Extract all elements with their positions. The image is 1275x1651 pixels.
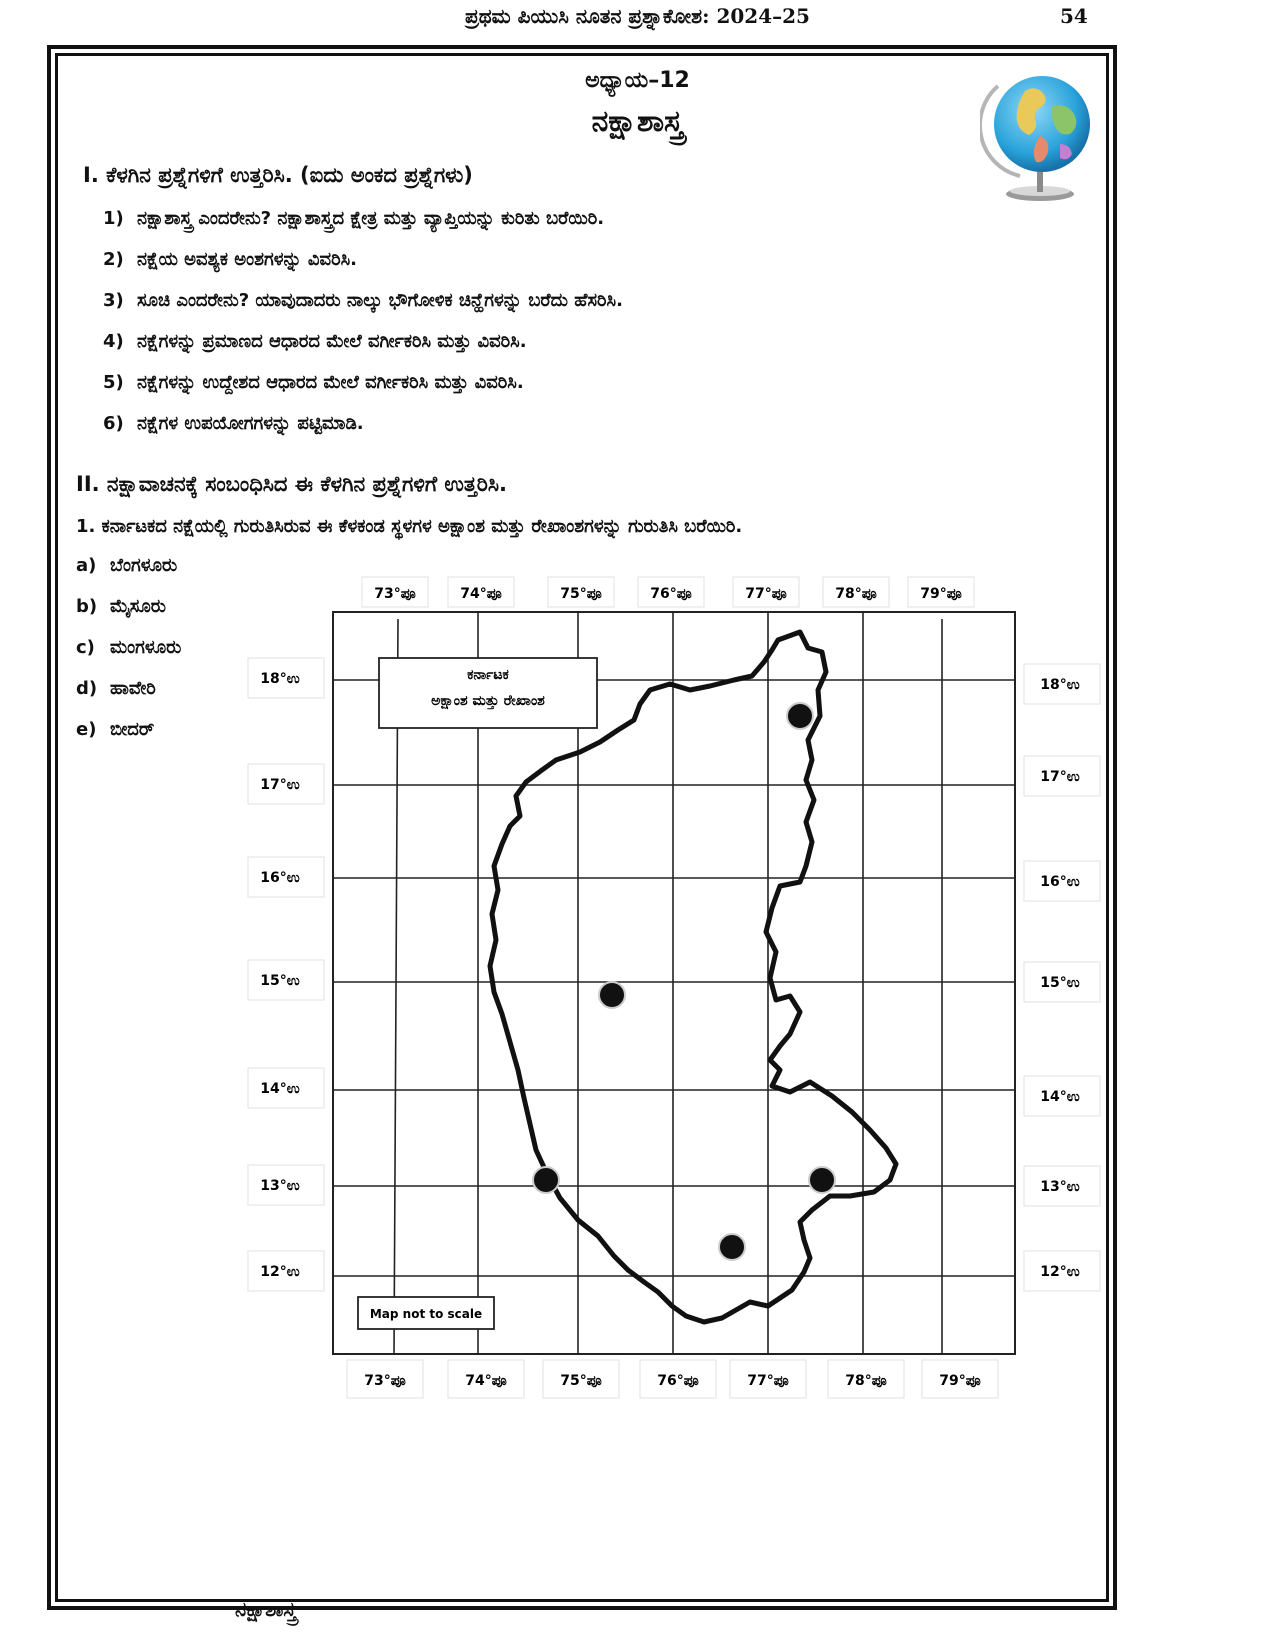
map-point-dot: [787, 703, 813, 729]
tick-label: 76°ಪೂ: [650, 586, 692, 602]
map-point-dot: [809, 1167, 835, 1193]
section1-heading: I. ಕೆಳಗಿನ ಪ್ರಶ್ನೆಗಳಿಗೆ ಉತ್ತರಿಸಿ. (ಐದು ಅಂಕದ ಪ್ರಶ್ನೆಗಳು): [83, 163, 473, 187]
tick-label: 16°ಉ: [260, 870, 300, 886]
list-item: b) ಮೈಸೂರು: [76, 596, 166, 617]
tick-label: 78°ಪೂ: [835, 586, 877, 602]
map-point-dot: [599, 982, 625, 1008]
tick-label: 13°ಉ: [1040, 1179, 1080, 1195]
right-latitude-labels: [1024, 664, 1100, 1291]
tick-label: 14°ಉ: [1040, 1089, 1080, 1105]
tick-label: 74°ಪೂ: [460, 586, 502, 602]
list-item: 2) ನಕ್ಷೆಯ ಅವಶ್ಯಕ ಅಂಶಗಳನ್ನು ವಿವರಿಸಿ.: [103, 249, 358, 270]
bottom-longitude-labels: [347, 1360, 998, 1398]
list-item: 4) ನಕ್ಷೆಗಳನ್ನು ಪ್ರಮಾಣದ ಆಧಾರದ ಮೇಲೆ ವರ್ಗೀಕರಿಸಿ ಮತ್ತು ವಿವರಿಸಿ.: [103, 331, 527, 352]
karnataka-outline: [490, 632, 896, 1322]
left-latitude-labels: [248, 658, 324, 1291]
map-title-line2: ಅಕ್ಷಾಂಶ ಮತ್ತು ರೇಖಾಂಶ: [431, 693, 545, 709]
top-longitude-labels: [362, 577, 974, 607]
tick-label: 17°ಉ: [1040, 769, 1080, 785]
tick-label: 76°ಪೂ: [657, 1373, 699, 1389]
map-note: Map not to scale: [369, 1307, 483, 1321]
tick-label: 18°ಉ: [260, 671, 300, 687]
tick-label: 18°ಉ: [1040, 677, 1080, 693]
tick-label: 15°ಉ: [260, 973, 300, 989]
tick-label: 78°ಪೂ: [845, 1373, 887, 1389]
list-item: d) ಹಾವೇರಿ: [76, 678, 156, 699]
latitude-lines: [333, 680, 1015, 1276]
page-number: 54: [1060, 4, 1088, 28]
map-point-dot: [533, 1167, 559, 1193]
tick-label: 12°ಉ: [1040, 1264, 1080, 1280]
list-item: 1) ನಕ್ಷಾಶಾಸ್ತ್ರ ಎಂದರೇನು? ನಕ್ಷಾಶಾಸ್ತ್ರದ ಕ್ಷೇತ್ರ ಮತ್ತು ವ್ಯಾಪ್ತಿಯನ್ನು ಕುರಿತು ಬರೆಯಿರಿ.: [103, 208, 605, 229]
tick-label: 14°ಉ: [260, 1081, 300, 1097]
tick-label: 17°ಉ: [260, 777, 300, 793]
tick-label: 74°ಪೂ: [465, 1373, 507, 1389]
tick-label: 77°ಪೂ: [747, 1373, 789, 1389]
tick-label: 13°ಉ: [260, 1178, 300, 1194]
grid-line: [394, 619, 398, 1354]
map-title-line1: ಕರ್ನಾಟಕ: [467, 667, 509, 683]
tick-label: 16°ಉ: [1040, 874, 1080, 890]
tick-label: 79°ಪೂ: [939, 1373, 981, 1389]
tick-label: 12°ಉ: [260, 1264, 300, 1280]
tick-label: 73°ಪೂ: [364, 1373, 406, 1389]
chapter-title: ನಕ್ಷಾಶಾಸ್ತ್ರ: [591, 104, 684, 139]
list-item: c) ಮಂಗಳೂರು: [76, 637, 182, 658]
tick-label: 15°ಉ: [1040, 975, 1080, 991]
section2-heading: II. ನಕ್ಷಾವಾಚನಕ್ಕೆ ಸಂಬಂಧಿಸಿದ ಈ ಕೆಳಗಿನ ಪ್ರಶ್ನೆಗಳಿಗೆ ಉತ್ತರಿಸಿ.: [76, 472, 507, 496]
list-item: e) ಬೀದರ್: [76, 719, 155, 740]
tick-label: 75°ಪೂ: [560, 586, 602, 602]
list-item: 3) ಸೂಚಿ ಎಂದರೇನು? ಯಾವುದಾದರು ನಾಲ್ಕು ಭೌಗೋಳಿಕ ಚಿನ್ಹೆಗಳನ್ನು ಬರೆದು ಹೆಸರಿಸಿ.: [103, 290, 623, 311]
tick-label: 79°ಪೂ: [920, 586, 962, 602]
list-item: a) ಬೆಂಗಳೂರು: [76, 555, 178, 576]
tick-label: 75°ಪೂ: [560, 1373, 602, 1389]
page-footer: ನಕ್ಷಾಶಾಸ್ತ್ರ: [235, 1597, 297, 1621]
tick-label: 73°ಪೂ: [374, 586, 416, 602]
section2-subquestion: 1. ಕರ್ನಾಟಕದ ನಕ್ಷೆಯಲ್ಲಿ ಗುರುತಿಸಿರುವ ಈ ಕೆಳಕಂಡ ಸ್ಥಳಗಳ ಅಕ್ಷಾಂಶ ಮತ್ತು ರೇಖಾಂಶಗಳನ್ನು ಗುರುತಿಸಿ ಬರೆಯಿರಿ.: [76, 516, 743, 537]
tick-label: 77°ಪೂ: [745, 586, 787, 602]
list-item: 5) ನಕ್ಷೆಗಳನ್ನು ಉದ್ದೇಶದ ಆಧಾರದ ಮೇಲೆ ವರ್ಗೀಕರಿಸಿ ಮತ್ತು ವಿವರಿಸಿ.: [103, 372, 524, 393]
chapter-label: ಅಧ್ಯಾಯ–12: [585, 68, 690, 93]
map-point-dot: [719, 1234, 745, 1260]
list-item: 6) ನಕ್ಷೆಗಳ ಉಪಯೋಗಗಳನ್ನು ಪಟ್ಟಿಮಾಡಿ.: [103, 413, 364, 434]
page-header-title: ಪ್ರಥಮ ಪಿಯುಸಿ ನೂತನ ಪ್ರಶ್ನಾಕೋಶ: 2024–25: [465, 4, 810, 28]
